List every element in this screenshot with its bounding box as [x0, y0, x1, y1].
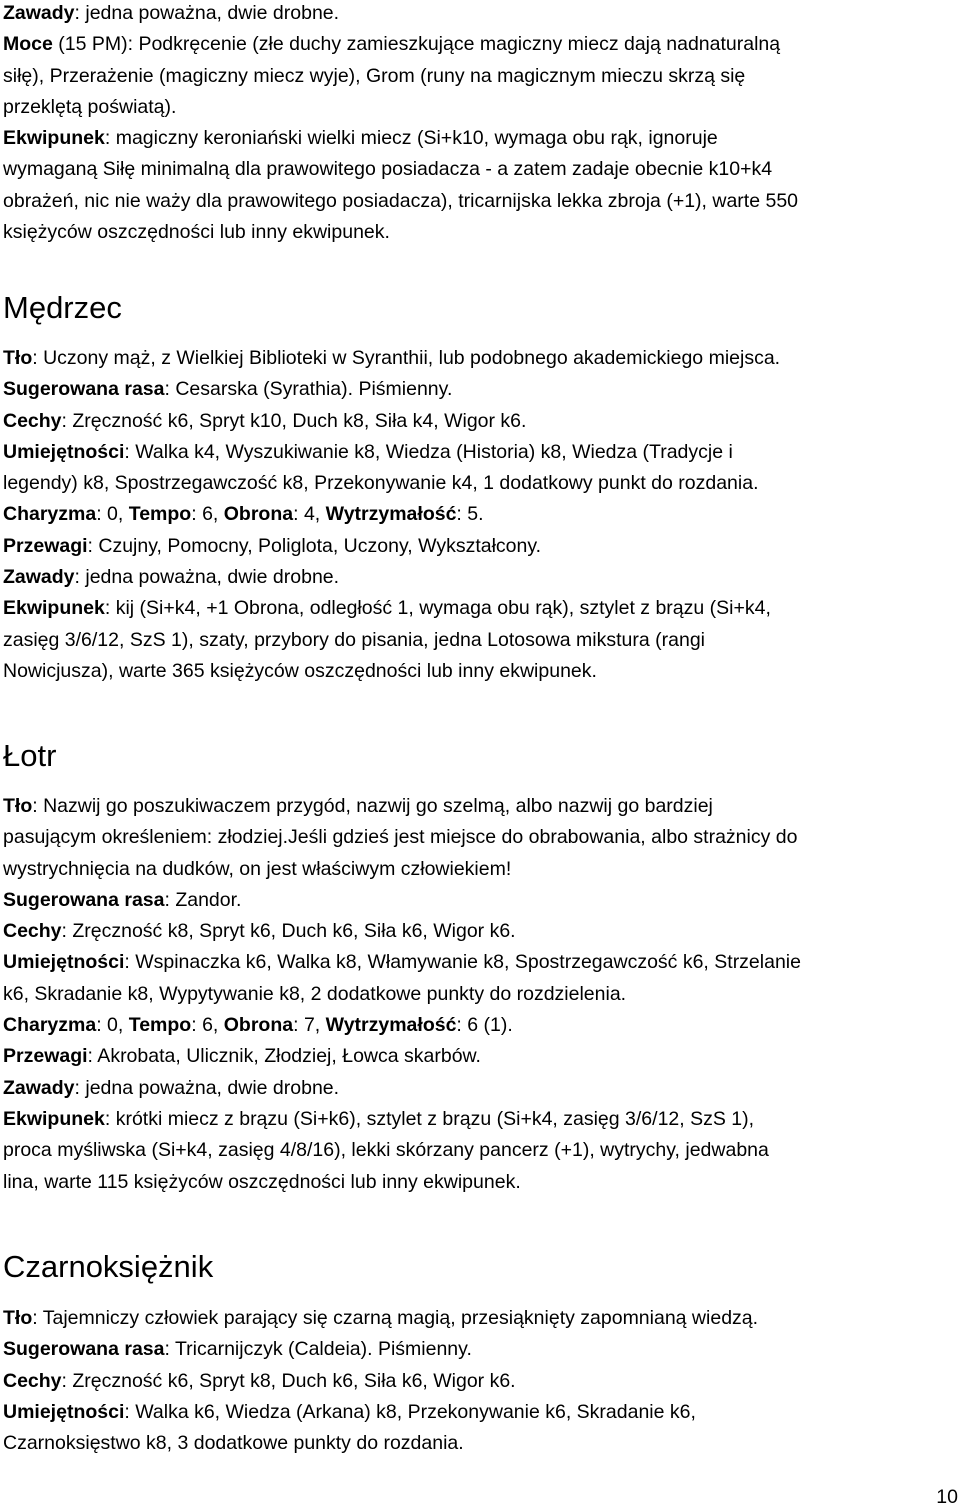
text-run: : 6, [191, 503, 224, 526]
field-label: Cechy [3, 920, 62, 943]
text-line [3, 822, 801, 853]
text-line [3, 1303, 758, 1334]
text-line [3, 0, 798, 29]
text-line [3, 656, 780, 687]
text-line [3, 791, 801, 822]
field-label: Zawady [3, 566, 75, 589]
field-label: Moce [3, 33, 53, 56]
field-label: Tempo [128, 503, 192, 526]
field-label: Charyzma [3, 1014, 97, 1037]
text-line [3, 499, 780, 530]
text-run: : Zręczność k6, Spryt k8, Duch k6, Siła k6, Wigor k6. [61, 1369, 516, 1392]
field-label: Zawady [3, 2, 75, 24]
text-run: legendy) k8, Spostrzegawczość k8, Przekonywanie k4, 1 dodatkowy punkt do rozdania. [3, 472, 759, 495]
text-run: : Nazwij go poszukiwaczem przygód, nazwij go szelmą, albo nazwij go bardziej [32, 795, 713, 817]
field-label: Ekwipunek [3, 1107, 105, 1130]
field-label: Tło [3, 1307, 33, 1329]
text-line [3, 593, 780, 624]
text-run: księżyców oszczędności lub inny ekwipunek. [3, 221, 390, 244]
text-run: : 5. [456, 503, 484, 526]
text-line [3, 217, 798, 248]
text-line [3, 1104, 801, 1135]
text-line [3, 186, 798, 217]
section-heading-medrzec: Mędrzec [3, 290, 122, 325]
text-run: (15 PM): Podkręcenie (złe duchy zamieszkujące magiczny miecz dają nadnaturalną [52, 33, 781, 56]
text-line [3, 562, 780, 593]
text-run: : 0, [96, 1014, 129, 1037]
text-run: : jedna poważna, dwie drobne. [74, 1076, 340, 1099]
text-run: : Tajemniczy człowiek parający się czarną magią, przesiąknięty zapomnianą wiedzą. [32, 1307, 759, 1329]
section-heading-lotr: Łotr [3, 738, 57, 773]
text-line [3, 1167, 801, 1198]
section-body-medrzec [3, 343, 780, 687]
text-run: przeklętą poświatą). [3, 95, 177, 118]
text-line [3, 1010, 801, 1041]
text-run: : jedna poważna, dwie drobne. [74, 2, 340, 24]
field-label: Przewagi [3, 1045, 88, 1068]
text-run: Nowicjusza), warte 365 księżyców oszczędności lub inny ekwipunek. [3, 659, 597, 682]
field-label: Sugerowana rasa [3, 378, 165, 401]
text-run: : krótki miecz z brązu (Si+k6), sztylet z brązu (Si+k4, zasięg 3/6/12, SzS 1), [104, 1107, 755, 1130]
text-run: : kij (Si+k4, +1 Obrona, odległość 1, wymaga obu rąk), sztylet z brązu (Si+k4, [104, 597, 771, 620]
text-line [3, 123, 798, 154]
text-line [3, 1397, 758, 1428]
text-run: : Akrobata, Ulicznik, Złodziej, Łowca skarbów. [87, 1045, 481, 1068]
field-label: Obrona [223, 503, 294, 526]
text-run: : magiczny keroniański wielki miecz (Si+k10, wymaga obu rąk, ignoruje [104, 127, 718, 150]
text-line [3, 1334, 758, 1365]
text-line [3, 1135, 801, 1166]
text-line [3, 374, 780, 405]
field-label: Sugerowana rasa [3, 1338, 165, 1361]
text-run: : Zręczność k6, Spryt k10, Duch k8, Siła k4, Wigor k6. [61, 409, 527, 432]
text-run: siłę), Przerażenie (magiczny miecz wyje), Grom (runy na magicznym mieczu skrzą się [3, 64, 746, 87]
text-line [3, 437, 780, 468]
text-run: obrażeń, nic nie waży dla prawowitego posiadacza), tricarnijska lekka zbroja (+1), warte 550 [3, 189, 799, 212]
field-label: Umiejętności [3, 440, 125, 463]
text-run: : 4, [293, 503, 326, 526]
text-run: : Czujny, Pomocny, Poliglota, Uczony, Wykształcony. [87, 534, 542, 557]
text-run: wymaganą Siłę minimalną dla prawowitego posiadacza - a zatem zadaje obecnie k10+k4 [3, 158, 773, 181]
text-run: : 6, [191, 1014, 224, 1037]
text-line [3, 1428, 758, 1459]
text-run: : 0, [96, 503, 129, 526]
field-label: Wytrzymałość [325, 1014, 457, 1037]
text-line [3, 343, 780, 374]
field-label: Cechy [3, 1369, 62, 1392]
field-label: Tło [3, 795, 33, 817]
text-run: : 7, [293, 1014, 326, 1037]
text-run: : jedna poważna, dwie drobne. [74, 566, 340, 589]
section-body-czarnoksieznik [3, 1303, 758, 1459]
text-line [3, 854, 801, 885]
text-run: : Wspinaczka k6, Walka k8, Włamywanie k8, Spostrzegawczość k6, Strzelanie [124, 951, 801, 974]
text-run: k6, Skradanie k8, Wypytywanie k8, 2 dodatkowe punkty do rozdzielenia. [3, 982, 627, 1005]
field-label: Umiejętności [3, 1400, 125, 1423]
text-line [3, 947, 801, 978]
text-run: : Walka k4, Wyszukiwanie k8, Wiedza (Historia) k8, Wiedza (Tradycje i [124, 440, 733, 463]
text-run: proca myśliwska (Si+k4, zasięg 4/8/16), lekki skórzany pancerz (+1), wytrychy, jedwabna [3, 1139, 769, 1162]
field-label: Zawady [3, 1076, 75, 1099]
text-line [3, 406, 780, 437]
text-run: lina, warte 115 księżyców oszczędności lub inny ekwipunek. [3, 1170, 521, 1193]
field-label: Umiejętności [3, 951, 125, 974]
text-line [3, 1041, 801, 1072]
text-line [3, 1073, 801, 1104]
text-run: : Uczony mąż, z Wielkiej Biblioteki w Syranthii, lub podobnego akademickiego miejsca. [32, 347, 781, 369]
text-run: : Cesarska (Syrathia). Piśmienny. [164, 378, 453, 401]
text-run: Czarnoksięstwo k8, 3 dodatkowe punkty do rozdania. [3, 1432, 464, 1455]
field-label: Tło [3, 347, 33, 369]
field-label: Cechy [3, 409, 62, 432]
top-text-block [3, 0, 798, 248]
field-label: Obrona [223, 1014, 294, 1037]
text-line [3, 61, 798, 92]
text-line [3, 885, 801, 916]
text-line [3, 468, 780, 499]
text-run: : Walka k6, Wiedza (Arkana) k8, Przekonywanie k6, Skradanie k6, [124, 1400, 696, 1423]
field-label: Charyzma [3, 503, 97, 526]
text-run: : Tricarnijczyk (Caldeia). Piśmienny. [164, 1338, 472, 1361]
section-heading-czarnoksieznik: Czarnoksiężnik [3, 1249, 214, 1284]
text-line [3, 154, 798, 185]
field-label: Ekwipunek [3, 127, 105, 150]
text-run: pasującym określeniem: złodziej.Jeśli gdzieś jest miejsce do obrabowania, albo strażnicy do [3, 826, 798, 849]
text-run: : Zandor. [164, 888, 242, 911]
field-label: Tempo [128, 1014, 192, 1037]
field-label: Ekwipunek [3, 597, 105, 620]
text-line [3, 92, 798, 123]
text-line [3, 29, 798, 60]
section-body-lotr [3, 791, 801, 1198]
text-line [3, 979, 801, 1010]
text-line [3, 1366, 758, 1397]
text-line [3, 625, 780, 656]
text-line [3, 916, 801, 947]
text-run: : 6 (1). [456, 1014, 513, 1037]
text-run: zasięg 3/6/12, SzS 1), szaty, przybory do pisania, jedna Lotosowa mikstura (rangi [3, 628, 705, 651]
field-label: Wytrzymałość [325, 503, 457, 526]
text-run: : Zręczność k8, Spryt k6, Duch k6, Siła k6, Wigor k6. [61, 920, 516, 943]
field-label: Sugerowana rasa [3, 888, 165, 911]
page-number: 10 [936, 1486, 958, 1508]
field-label: Przewagi [3, 534, 88, 557]
text-line [3, 531, 780, 562]
text-run: wystrychnięcia na dudków, on jest właściwym człowiekiem! [3, 857, 512, 880]
